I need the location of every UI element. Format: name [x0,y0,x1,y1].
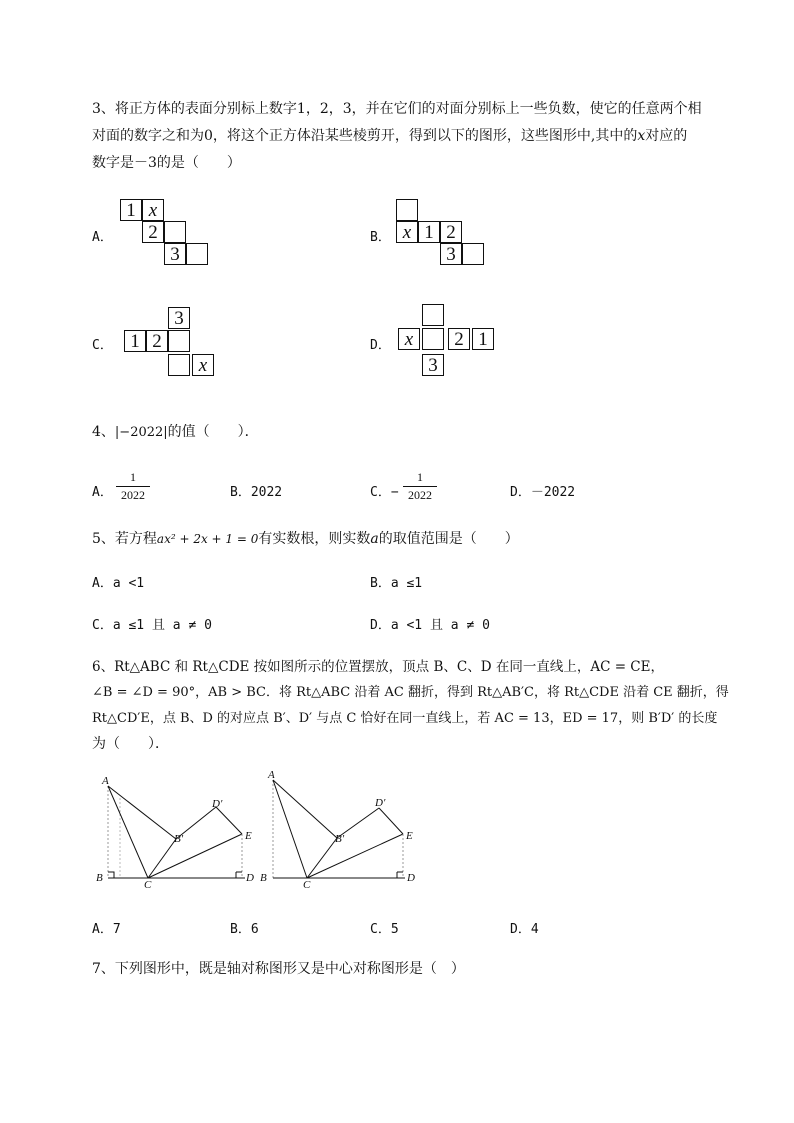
q4-suffix: 的值（ ）． [167,424,259,440]
net-cell: x [142,199,164,221]
point-a-label: A [102,775,109,787]
q4-prefix: 4、 [92,424,115,440]
q6-figure-left [90,768,270,890]
q6-line1: 6、Rt△ABC 和 Rt△CDE 按如图所示的位置摆放，顶点 B、C、D 在同一直线上，AC = CE， [92,659,664,675]
q3-line2 [92,125,687,145]
point-dp-label: D′ [212,798,223,810]
q4-option-d[interactable]: D．－2022 [510,485,576,500]
point-d-label: D [407,872,415,884]
q6-figure-right [255,768,430,890]
q6-line3: Rt△CD′E，点 B、D 的对应点 B′、D′ 与点 C 恰好在同一直线上，若 AC = 13，ED = 17，则 B′D′ 的长度 [92,711,718,726]
q3-option-b-label[interactable]: B． [370,230,391,245]
net-cell [186,243,208,265]
net-cell: x [192,354,214,376]
q3-option-d-label[interactable]: D． [370,338,391,353]
q4-stem [92,421,259,441]
q4-option-c-label[interactable]: C．− [370,485,399,500]
q6-option-d[interactable]: D．4 [510,922,539,937]
q5-option-b[interactable]: B．a ≤1 [370,576,423,591]
q3-line2-text: 对面的数字之和为0，将这个正方体沿某些棱剪开，得到以下的图形，这些图形中,其中的 [92,128,638,144]
net-cell [168,354,190,376]
net-cell [422,304,444,326]
point-a-label: A [268,769,275,781]
point-bp-label: B′ [174,833,184,845]
q4-option-b[interactable]: B．2022 [230,485,283,500]
net-cell: 3 [168,307,190,329]
point-d-label: D [246,872,254,884]
q5-option-c[interactable]: C．a ≤1 且 a ≠ 0 [92,618,212,633]
fraction-denominator: 2022 [121,488,145,502]
net-cell: 1 [418,221,440,243]
net-cell: 2 [146,330,168,352]
q5-option-d[interactable]: D．a <1 且 a ≠ 0 [370,618,490,633]
net-cell [396,199,418,221]
net-cell [462,243,484,265]
net-cell: 2 [440,221,462,243]
q5-stem-a: 5、若方程 [92,531,157,547]
q6-option-b[interactable]: B．6 [230,922,259,937]
q3-option-c-label[interactable]: C． [92,338,113,353]
point-e-label: E [245,830,252,842]
net-cell: 3 [440,243,462,265]
net-cell: 1 [120,199,142,221]
q5-stem-b: 有实数根，则实数 [258,531,371,547]
q3-line3: 数字是－3的是（ ） [92,155,241,171]
net-cell: 2 [448,328,470,350]
q4-option-a-label[interactable]: A． [92,485,113,500]
point-c-label: C [303,879,311,890]
q3-line2-end: 对应的 [645,128,688,144]
fraction-numerator: 1 [130,470,136,484]
net-cell: 2 [142,221,164,243]
q4-abs: |−2022| [114,425,168,440]
net-cell: 3 [164,243,186,265]
point-e-label: E [406,830,413,842]
point-bp-label: B′ [335,833,345,845]
point-c-label: C [144,879,152,890]
net-cell: x [396,221,418,243]
q5-equation: ax² + 2x + 1 = 0 [156,532,259,546]
q7-stem: 7、下列图形中，既是轴对称图形又是中心对称图形是（ ） [92,961,465,977]
q3-option-a-label[interactable]: A． [92,230,113,245]
fraction-numerator: 1 [417,470,423,484]
point-dp-label: D′ [375,797,386,809]
q3-line1: 3、将正方体的表面分别标上数字1，2，3，并在它们的对面分别标上一些负数，使它的任意两个相 [92,101,702,117]
q5-stem-c: 的取值范围是（ ） [378,531,519,547]
net-cell: 1 [124,330,146,352]
q6-line4: 为（ ）． [92,736,169,752]
q4-option-a-fraction [116,470,150,503]
net-cell: 3 [422,354,444,376]
q3-line2-var: x [637,128,646,144]
net-cell: 1 [472,328,494,350]
point-b-label: B [96,872,103,884]
q5-stem [92,528,519,548]
net-cell [164,221,186,243]
q5-option-a[interactable]: A．a <1 [92,576,145,591]
point-b-label: B [260,872,267,884]
q4-option-c-fraction [403,470,437,503]
q5-var: a [370,531,379,547]
net-cell: x [398,328,420,350]
q6-option-c[interactable]: C．5 [370,922,399,937]
q6-line2: ∠B = ∠D = 90°，AB > BC．将 Rt△ABC 沿着 AC 翻折，得到 Rt△AB′C，将 Rt△CDE 沿着 CE 翻折，得 [92,685,729,700]
fraction-denominator: 2022 [408,488,432,502]
q6-option-a[interactable]: A．7 [92,922,121,937]
net-cell [422,328,444,350]
net-cell [168,330,190,352]
